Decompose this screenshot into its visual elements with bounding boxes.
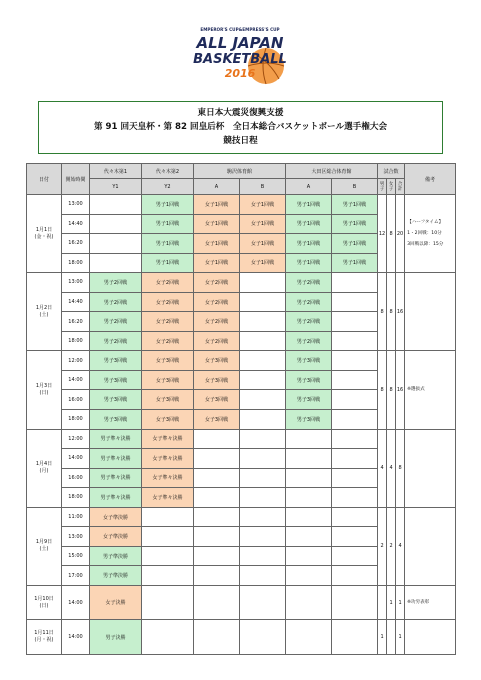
start-time: 18:00	[62, 331, 90, 351]
game-cell-y1: 男子3回戦	[90, 390, 142, 410]
count-men: 8	[378, 273, 387, 351]
start-time: 13:00	[62, 527, 90, 547]
game-cell-ka	[194, 449, 240, 469]
game-cell-y2: 女子準々決勝	[142, 488, 194, 508]
count-women: 8	[387, 273, 396, 351]
remarks-cell	[405, 195, 456, 273]
game-cell-y2: 男子1回戦	[142, 214, 194, 234]
game-cell-ka	[194, 429, 240, 449]
game-cell-y2: 女子2回戦	[142, 331, 194, 351]
game-cell-y2: 男子1回戦	[142, 195, 194, 215]
start-time: 13:00	[62, 273, 90, 293]
remarks-cell	[405, 620, 456, 655]
remark-line: 【ハーフタイム】	[407, 220, 444, 226]
header-remarks: 備考	[405, 164, 456, 195]
game-cell-ka: 女子1回戦	[194, 253, 240, 273]
start-time: 14:40	[62, 292, 90, 312]
count-men: 1	[378, 620, 387, 655]
count-women: 1	[387, 585, 396, 619]
game-cell-y1: 男子準々決勝	[90, 488, 142, 508]
game-cell-ka: 女子2回戦	[194, 292, 240, 312]
game-cell-ob	[332, 390, 378, 410]
day-date-cell	[27, 507, 62, 585]
day-weekday: (金・祝)	[34, 233, 54, 240]
game-cell-kb	[240, 390, 286, 410]
game-cell-oa	[286, 527, 332, 547]
game-cell-y2: 女子準々決勝	[142, 468, 194, 488]
game-cell-ob	[332, 273, 378, 293]
title-line3: 競技日程	[223, 136, 258, 146]
game-cell-kb	[240, 527, 286, 547]
game-cell-y2	[142, 566, 194, 586]
game-cell-oa	[286, 585, 332, 619]
start-time: 18:00	[62, 488, 90, 508]
schedule-row	[27, 507, 456, 527]
game-cell-oa: 男子2回戦	[286, 273, 332, 293]
game-cell-oa: 男子3回戦	[286, 370, 332, 390]
game-cell-kb	[240, 410, 286, 430]
game-cell-oa	[286, 488, 332, 508]
start-time: 17:00	[62, 566, 90, 586]
day-weekday: (月・祝)	[34, 637, 54, 644]
game-cell-ka	[194, 468, 240, 488]
start-time: 14:00	[62, 620, 90, 655]
logo-line1: ALL JAPAN	[196, 34, 284, 52]
game-cell-ka	[194, 488, 240, 508]
count-men: 4	[378, 429, 387, 507]
day-date: 1月10日	[34, 595, 54, 602]
start-time: 18:00	[62, 253, 90, 273]
game-cell-ob	[332, 312, 378, 332]
game-cell-ka: 女子3回戦	[194, 351, 240, 371]
game-cell-y2: 女子2回戦	[142, 292, 194, 312]
count-women: 8	[387, 351, 396, 429]
game-cell-y2: 女子準々決勝	[142, 449, 194, 469]
game-cell-y1: 男子3回戦	[90, 370, 142, 390]
day-weekday: (日)	[39, 602, 49, 609]
game-cell-kb	[240, 370, 286, 390]
day-date-cell	[27, 195, 62, 273]
game-cell-oa	[286, 429, 332, 449]
game-cell-kb	[240, 488, 286, 508]
day-weekday: (土)	[39, 311, 49, 318]
count-men	[378, 585, 387, 619]
game-cell-ka: 女子1回戦	[194, 214, 240, 234]
game-cell-oa	[286, 507, 332, 527]
count-men: 8	[378, 351, 387, 429]
header-count-men: 男子	[378, 179, 387, 195]
day-weekday: (日)	[39, 389, 49, 396]
remarks-cell	[405, 351, 456, 429]
game-cell-kb	[240, 620, 286, 655]
game-cell-ob	[332, 620, 378, 655]
game-cell-kb: 女子1回戦	[240, 253, 286, 273]
schedule-row	[27, 620, 456, 655]
game-cell-oa: 男子2回戦	[286, 292, 332, 312]
all-japan-basketball-logo	[190, 22, 290, 90]
game-cell-ob	[332, 546, 378, 566]
game-cell-y2	[142, 507, 194, 527]
count-women: 2	[387, 507, 396, 585]
start-time: 16:20	[62, 312, 90, 332]
game-cell-ka: 女子2回戦	[194, 312, 240, 332]
header-count-total: 合計	[396, 179, 405, 195]
game-cell-y2: 女子3回戦	[142, 351, 194, 371]
game-cell-y1: 女子準決勝	[90, 527, 142, 547]
game-cell-ka: 女子2回戦	[194, 331, 240, 351]
game-cell-y1: 男子3回戦	[90, 351, 142, 371]
game-cell-ob	[332, 468, 378, 488]
game-cell-oa: 男子3回戦	[286, 351, 332, 371]
game-cell-kb	[240, 566, 286, 586]
game-cell-y2: 男子1回戦	[142, 234, 194, 254]
game-cell-y2	[142, 620, 194, 655]
remark-line: 3回戦以降：15分	[407, 242, 444, 248]
schedule-row	[27, 585, 456, 619]
game-cell-ka	[194, 585, 240, 619]
game-cell-y1: 女子決勝	[90, 585, 142, 619]
schedule-table	[26, 163, 456, 655]
game-cell-oa: 男子2回戦	[286, 312, 332, 332]
header-start: 開始時間	[62, 164, 90, 195]
start-time: 11:00	[62, 507, 90, 527]
game-cell-y2: 女子2回戦	[142, 312, 194, 332]
game-cell-oa: 男子2回戦	[286, 331, 332, 351]
start-time: 14:40	[62, 214, 90, 234]
count-men: 2	[378, 507, 387, 585]
game-cell-oa: 男子1回戦	[286, 214, 332, 234]
title-box	[38, 101, 443, 154]
game-cell-ob	[332, 585, 378, 619]
game-cell-ka: 女子3回戦	[194, 410, 240, 430]
remarks-cell	[405, 273, 456, 351]
day-date: 1月2日	[35, 304, 53, 311]
day-date: 1月1日	[35, 226, 53, 233]
day-date: 1月9日	[35, 539, 53, 546]
day-date-cell	[27, 351, 62, 429]
game-cell-oa	[286, 546, 332, 566]
game-cell-y2	[142, 585, 194, 619]
game-cell-kb	[240, 273, 286, 293]
game-cell-ka: 女子3回戦	[194, 370, 240, 390]
day-date-cell	[27, 620, 62, 655]
remark-line: ※功労表彰	[407, 600, 430, 606]
game-cell-ob	[332, 292, 378, 312]
game-cell-y2: 女子2回戦	[142, 273, 194, 293]
count-women: 8	[387, 195, 396, 273]
game-cell-kb	[240, 331, 286, 351]
start-time: 14:00	[62, 585, 90, 619]
game-cell-kb: 女子1回戦	[240, 195, 286, 215]
game-cell-y1: 男子準決勝	[90, 546, 142, 566]
game-cell-oa: 男子1回戦	[286, 234, 332, 254]
game-cell-y2: 女子3回戦	[142, 370, 194, 390]
count-women	[387, 620, 396, 655]
game-cell-kb: 女子1回戦	[240, 234, 286, 254]
remarks-cell	[405, 507, 456, 585]
game-cell-y2	[142, 527, 194, 547]
count-total: 1	[396, 620, 405, 655]
game-cell-ka	[194, 566, 240, 586]
day-date: 1月3日	[35, 382, 53, 389]
count-men: 12	[378, 195, 387, 273]
game-cell-ob	[332, 429, 378, 449]
header-venue-y2: 代々木第2	[142, 164, 194, 179]
game-cell-y1: 男子準々決勝	[90, 449, 142, 469]
remarks-cell	[405, 585, 456, 619]
game-cell-ka	[194, 527, 240, 547]
game-cell-y2: 女子3回戦	[142, 410, 194, 430]
game-cell-oa	[286, 620, 332, 655]
game-cell-y1: 男子準決勝	[90, 566, 142, 586]
game-cell-kb	[240, 449, 286, 469]
schedule-row	[27, 351, 456, 371]
day-weekday: (月)	[39, 468, 49, 475]
game-cell-y1: 男子準々決勝	[90, 468, 142, 488]
game-cell-oa	[286, 449, 332, 469]
schedule-row	[27, 273, 456, 293]
start-time: 15:00	[62, 546, 90, 566]
game-cell-ka: 女子1回戦	[194, 234, 240, 254]
title-line2: 第 91 回天皇杯・第 82 回皇后杯 全日本総合バスケットボール選手権大会	[93, 122, 388, 132]
start-time: 16:00	[62, 390, 90, 410]
start-time: 14:00	[62, 370, 90, 390]
start-time: 14:00	[62, 449, 90, 469]
game-cell-y1: 男子2回戦	[90, 312, 142, 332]
game-cell-y1	[90, 214, 142, 234]
remarks-cell	[405, 429, 456, 507]
game-cell-y1: 男子2回戦	[90, 331, 142, 351]
logo-top-text: EMPEROR'S CUP&EMPRESS'S CUP	[200, 27, 280, 32]
logo-line2: BASKETBALL	[193, 52, 287, 67]
game-cell-y1	[90, 195, 142, 215]
game-cell-y1: 男子決勝	[90, 620, 142, 655]
game-cell-kb	[240, 312, 286, 332]
header-sub-oa: A	[286, 179, 332, 195]
count-total: 1	[396, 585, 405, 619]
day-date-cell	[27, 429, 62, 507]
game-cell-y1: 男子3回戦	[90, 410, 142, 430]
game-cell-kb	[240, 292, 286, 312]
game-cell-y2: 女子3回戦	[142, 390, 194, 410]
game-cell-ob: 男子1回戦	[332, 195, 378, 215]
game-cell-kb	[240, 546, 286, 566]
day-date: 1月11日	[34, 630, 54, 637]
header-venue-komazawa: 駒沢体育館	[194, 164, 286, 179]
start-time: 18:00	[62, 410, 90, 430]
header-venue-y1: 代々木第1	[90, 164, 142, 179]
schedule-row	[27, 195, 456, 215]
game-cell-y2	[142, 546, 194, 566]
game-cell-ob	[332, 331, 378, 351]
game-cell-y1	[90, 253, 142, 273]
game-cell-y2: 男子1回戦	[142, 253, 194, 273]
game-cell-oa: 男子1回戦	[286, 253, 332, 273]
game-cell-ka: 女子1回戦	[194, 195, 240, 215]
title-line1: 東日本大震災復興支援	[197, 108, 284, 118]
header-sub-y1: Y1	[90, 179, 142, 195]
game-cell-oa	[286, 566, 332, 586]
day-date-cell	[27, 585, 62, 619]
game-cell-ob	[332, 527, 378, 547]
game-cell-ka	[194, 620, 240, 655]
header-date: 日付	[27, 164, 62, 195]
game-cell-oa: 男子3回戦	[286, 390, 332, 410]
day-date-cell	[27, 273, 62, 351]
game-cell-ob	[332, 351, 378, 371]
header-count: 試合数	[378, 164, 405, 179]
day-date: 1月4日	[35, 461, 53, 468]
header-sub-ob: B	[332, 179, 378, 195]
game-cell-kb	[240, 585, 286, 619]
start-time: 12:00	[62, 351, 90, 371]
start-time: 16:00	[62, 468, 90, 488]
start-time: 13:00	[62, 195, 90, 215]
start-time: 12:00	[62, 429, 90, 449]
game-cell-y2: 女子準々決勝	[142, 429, 194, 449]
remark-line: ※選抜式	[407, 387, 425, 393]
day-weekday: (土)	[39, 546, 49, 553]
game-cell-ob: 男子1回戦	[332, 253, 378, 273]
count-total: 20	[396, 195, 405, 273]
schedule-row	[27, 429, 456, 449]
game-cell-oa	[286, 468, 332, 488]
count-total: 8	[396, 429, 405, 507]
count-total: 16	[396, 351, 405, 429]
game-cell-oa: 男子3回戦	[286, 410, 332, 430]
header-sub-ka: A	[194, 179, 240, 195]
game-cell-ka: 女子2回戦	[194, 273, 240, 293]
game-cell-oa: 男子1回戦	[286, 195, 332, 215]
game-cell-kb	[240, 351, 286, 371]
game-cell-kb	[240, 468, 286, 488]
game-cell-y1: 女子準決勝	[90, 507, 142, 527]
remark-line: 1・2回戦：10分	[407, 231, 442, 237]
game-cell-y1: 男子準々決勝	[90, 429, 142, 449]
count-total: 16	[396, 273, 405, 351]
game-cell-ob	[332, 488, 378, 508]
game-cell-ob	[332, 410, 378, 430]
header-count-women: 女子	[387, 179, 396, 195]
game-cell-ka: 女子3回戦	[194, 390, 240, 410]
game-cell-ob: 男子1回戦	[332, 214, 378, 234]
game-cell-ob: 男子1回戦	[332, 234, 378, 254]
game-cell-y1: 男子2回戦	[90, 273, 142, 293]
header-sub-y2: Y2	[142, 179, 194, 195]
game-cell-kb	[240, 429, 286, 449]
game-cell-y1	[90, 234, 142, 254]
game-cell-y1: 男子2回戦	[90, 292, 142, 312]
header-venue-ota: 大田区総合体育館	[286, 164, 378, 179]
count-total: 4	[396, 507, 405, 585]
game-cell-ka	[194, 507, 240, 527]
start-time: 16:20	[62, 234, 90, 254]
game-cell-kb: 女子1回戦	[240, 214, 286, 234]
logo-year: 2016	[224, 67, 256, 80]
game-cell-ob	[332, 370, 378, 390]
game-cell-kb	[240, 507, 286, 527]
header-sub-kb: B	[240, 179, 286, 195]
count-women: 4	[387, 429, 396, 507]
game-cell-ob	[332, 507, 378, 527]
game-cell-ob	[332, 566, 378, 586]
game-cell-ob	[332, 449, 378, 469]
game-cell-ka	[194, 546, 240, 566]
